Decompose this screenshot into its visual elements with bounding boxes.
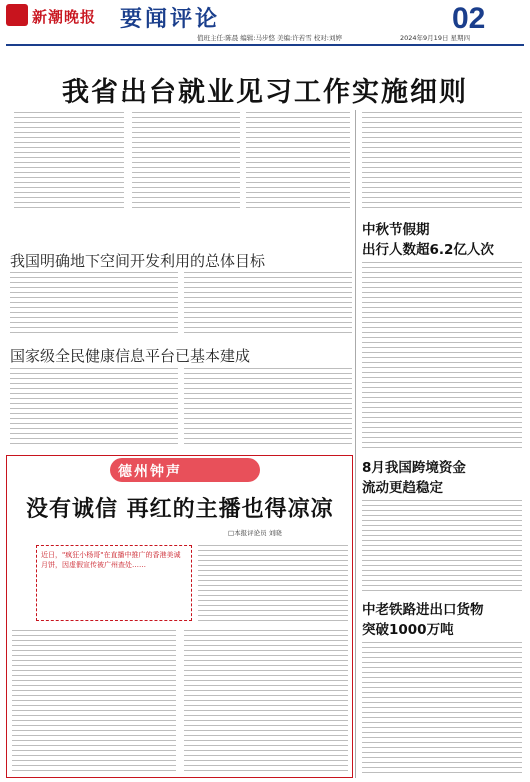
article-text-block	[362, 642, 522, 776]
header-divider	[6, 44, 524, 46]
page-number: 02	[452, 2, 486, 35]
article-text-block	[10, 272, 178, 337]
headline-line: 流动更趋稳定	[362, 480, 443, 496]
headline-cross-border-capital	[362, 458, 466, 498]
main-headline: 我省出台就业见习工作实施细则	[62, 77, 468, 108]
article-text-block	[184, 272, 352, 337]
headline-line: 突破1000万吨	[362, 622, 454, 638]
headline-line: 出行人数超6.2亿人次	[362, 242, 494, 258]
article-text-block	[198, 545, 348, 621]
issue-date: 2024年9月19日 星期四	[400, 34, 471, 42]
editor-credits: 值班主任:陈晨 编辑:马步悠 美编:许若雪 校对:刘婷	[197, 34, 342, 42]
article-text-block	[132, 112, 240, 212]
commentary-lede-box	[36, 545, 192, 621]
headline-line: 中老铁路进出口货物	[362, 602, 484, 618]
headline-line: 中秋节假期	[362, 222, 430, 238]
section-title: 要闻评论	[120, 6, 221, 32]
headline-line: 8月我国跨境资金	[362, 460, 466, 476]
commentary-headline: 没有诚信 再红的主播也得凉凉	[26, 496, 334, 522]
masthead-logo-icon	[6, 4, 28, 26]
article-text-block	[362, 112, 522, 212]
headline-holiday-travel	[362, 220, 494, 260]
masthead-title: 新潮晚报	[32, 8, 97, 26]
article-text-block	[184, 368, 352, 446]
article-text-block	[184, 630, 348, 772]
commentary-lede: 近日，"疯狂小杨哥"在直播中推广的香港美诚月饼，因虚假宣传被广州查处……	[41, 551, 181, 569]
article-text-block	[12, 630, 176, 772]
article-text-block	[362, 262, 522, 450]
article-text-block	[246, 112, 350, 212]
commentary-banner-label: 德州钟声	[118, 464, 182, 480]
article-text-block	[14, 112, 124, 212]
headline-underground-space: 我国明确地下空间开发利用的总体目标	[10, 252, 266, 270]
column-divider	[355, 110, 356, 778]
article-text-block	[362, 500, 522, 592]
headline-china-laos-railway	[362, 600, 484, 640]
headline-health-platform: 国家级全民健康信息平台已基本建成	[10, 347, 251, 365]
article-text-block	[10, 368, 178, 446]
commentary-author: □本报评论员 刘晓	[228, 529, 282, 537]
